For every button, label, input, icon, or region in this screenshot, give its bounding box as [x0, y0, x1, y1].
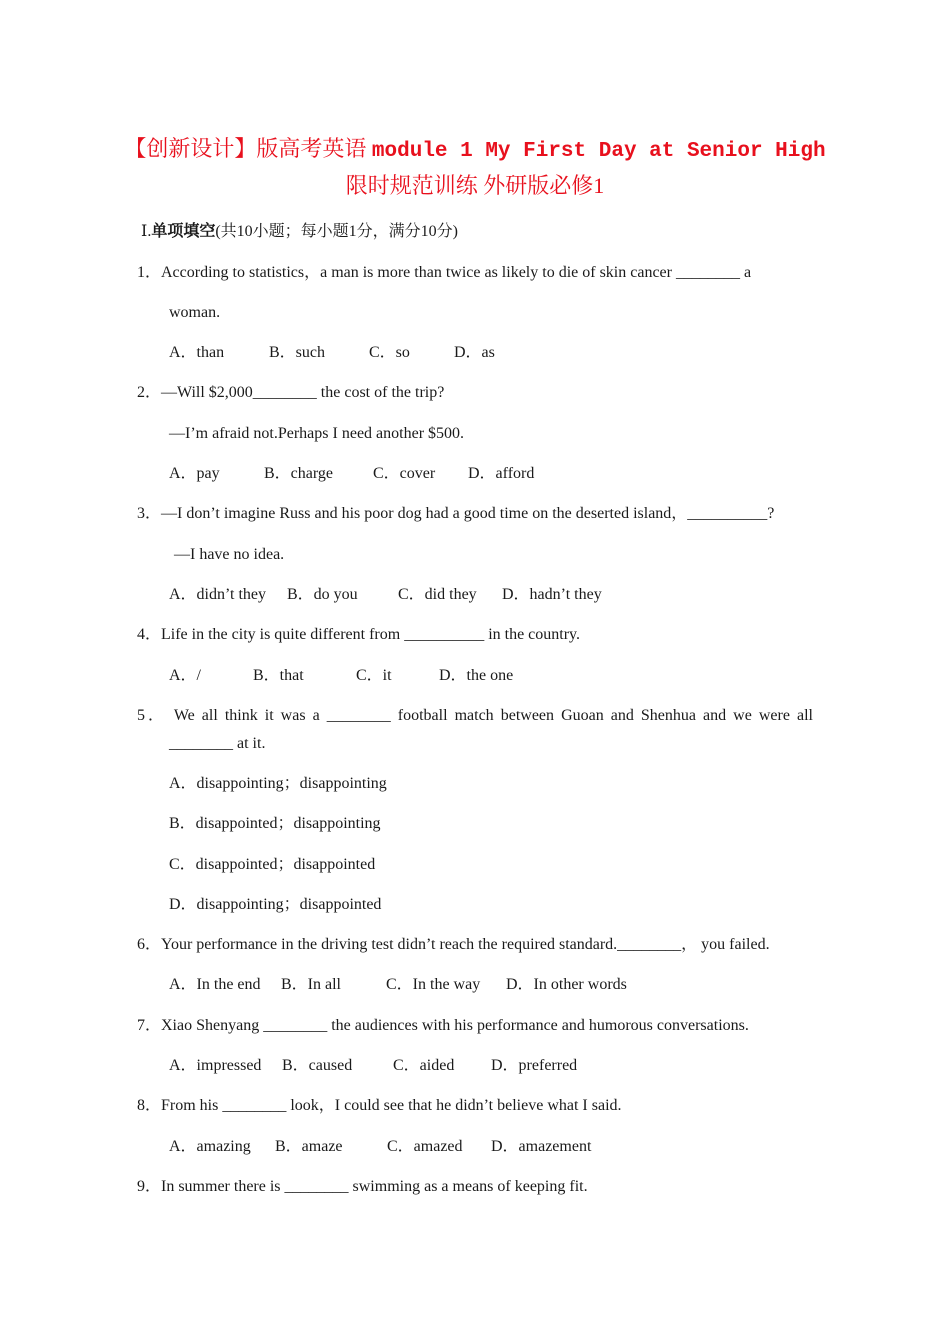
option-b: B．charge — [264, 465, 334, 482]
option-c: C．aided — [393, 1057, 455, 1074]
question-9-stem: 9．In summer there is ________ swimming as a means of keeping fit. — [137, 1178, 588, 1195]
option-c: C．amazed — [387, 1138, 463, 1155]
question-5-option-d: D．disappointing；disappointed — [169, 896, 382, 913]
title-en: module 1 My First Day at Senior High — [371, 140, 826, 163]
question-5-option-b: B．disappointed；disappointing — [169, 815, 381, 832]
option-b: B．In all — [281, 976, 341, 993]
option-c: C．cover — [373, 465, 436, 482]
page-title — [0, 131, 950, 170]
section-prefix: Ⅰ. — [141, 223, 152, 240]
option-d: D．In other words — [506, 976, 627, 993]
option-c: C．did they — [398, 586, 477, 603]
question-5-option-a: A．disappointing；disappointing — [169, 775, 387, 792]
option-d: D．amazement — [491, 1138, 592, 1155]
option-d: D．the one — [439, 667, 514, 684]
option-c: C．so — [369, 344, 410, 361]
option-b: B．caused — [282, 1057, 353, 1074]
option-a: A．pay — [169, 465, 220, 482]
option-b: B．amaze — [275, 1138, 343, 1155]
option-c: C．In the way — [386, 976, 481, 993]
question-5-stem-cont: ________ at it. — [169, 735, 266, 752]
section-heading — [141, 222, 458, 242]
option-a: A．/ — [169, 667, 202, 684]
option-d: D．afford — [468, 465, 535, 482]
question-8-stem: 8．From his ________ look，I could see that he didn’t believe what I said. — [137, 1097, 622, 1114]
section-label: 单项填空 — [151, 223, 216, 240]
question-4-stem: 4．Life in the city is quite different from __________ in the country. — [137, 626, 581, 643]
option-b: B．that — [253, 667, 304, 684]
option-d: D．preferred — [491, 1057, 578, 1074]
section-note: (共10小题；每小题1分，满分10分) — [215, 223, 459, 240]
option-b: B．such — [269, 344, 326, 361]
option-b: B．do you — [287, 586, 358, 603]
option-c: C．it — [356, 667, 392, 684]
question-2-stem: 2．—Will $2,000________ the cost of the trip? — [137, 384, 445, 401]
title-cn: 【创新设计】版高考英语 — [124, 136, 367, 161]
option-d: D．as — [454, 344, 495, 361]
question-3-stem: 3．—I don’t imagine Russ and his poor dog had a good time on the deserted island，__________? — [137, 505, 775, 522]
question-5-stem: 5． We all think it was a ________ football match between Guoan and Shenhua and we were all — [137, 707, 813, 724]
option-a: A．didn’t they — [169, 586, 267, 603]
question-6-stem: 6．Your performance in the driving test didn’t reach the required standard.________， you failed. — [137, 936, 770, 953]
question-5-option-c: C．disappointed；disappointed — [169, 856, 376, 873]
option-d: D．hadn’t they — [502, 586, 602, 603]
question-1-stem-cont: woman. — [169, 304, 221, 321]
question-1-stem: 1．According to statistics，a man is more than twice as likely to die of skin cancer ________ a — [137, 264, 752, 281]
question-7-stem: 7．Xiao Shenyang ________ the audiences with his performance and humorous conversations. — [137, 1017, 749, 1034]
option-a: A．than — [169, 344, 225, 361]
question-3-stem-cont: —I have no idea. — [174, 546, 285, 563]
question-2-stem-cont: —I’m afraid not.Perhaps I need another $500. — [169, 425, 465, 442]
page-subtitle: 限时规范训练 外研版必修1 — [345, 173, 605, 198]
option-a: A．amazing — [169, 1138, 251, 1155]
option-a: A．In the end — [169, 976, 261, 993]
option-a: A．impressed — [169, 1057, 262, 1074]
